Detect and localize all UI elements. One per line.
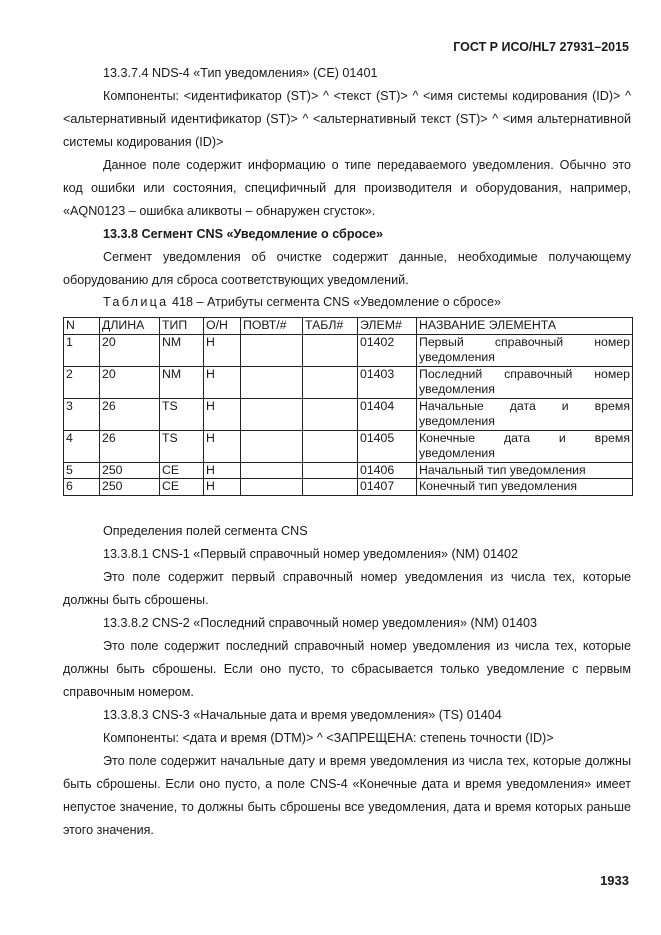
cell-table bbox=[303, 479, 358, 496]
table-row bbox=[64, 430, 633, 462]
cell-length: 250 bbox=[100, 462, 160, 479]
cell-n: 1 bbox=[64, 334, 100, 366]
table-caption bbox=[63, 291, 631, 314]
page-number: 1933 bbox=[600, 873, 629, 888]
cell-type: NM bbox=[160, 334, 204, 366]
cell-repeat bbox=[241, 430, 303, 462]
cell-optionality: Н bbox=[204, 479, 241, 496]
cns-attributes-table bbox=[63, 317, 633, 496]
table-caption-word: Таблица bbox=[103, 295, 169, 309]
table-row bbox=[64, 462, 633, 479]
cell-n: 3 bbox=[64, 398, 100, 430]
definitions-title: Определения полей сегмента CNS bbox=[103, 523, 308, 538]
cns3-heading: 13.3.8.3 CNS-3 «Начальные дата и время уведомления» (TS) 01404 bbox=[103, 707, 502, 722]
cell-length: 26 bbox=[100, 398, 160, 430]
col-header-type: ТИП bbox=[160, 318, 204, 335]
cns1-heading: 13.3.8.1 CNS-1 «Первый справочный номер уведомления» (NM) 01402 bbox=[103, 546, 519, 561]
page-content bbox=[63, 62, 631, 842]
col-header-element-name: НАЗВАНИЕ ЭЛЕМЕНТА bbox=[417, 318, 633, 335]
cell-repeat bbox=[241, 398, 303, 430]
nds4-heading: 13.3.7.4 NDS-4 «Тип уведомления» (CE) 01401 bbox=[103, 66, 378, 80]
col-header-optionality: О/Н bbox=[204, 318, 241, 335]
cell-length: 250 bbox=[100, 479, 160, 496]
table-header-row bbox=[64, 318, 633, 335]
cell-table bbox=[303, 334, 358, 366]
cell-repeat bbox=[241, 334, 303, 366]
col-header-element: ЭЛЕМ# bbox=[358, 318, 417, 335]
cell-element: 01404 bbox=[358, 398, 417, 430]
cell-length: 20 bbox=[100, 366, 160, 398]
cell-element-name: Конечные дата и время уведомления bbox=[417, 430, 633, 462]
cell-element-name: Начальный тип уведомления bbox=[417, 462, 633, 479]
cell-element: 01402 bbox=[358, 334, 417, 366]
cell-optionality: Н bbox=[204, 398, 241, 430]
cell-optionality: Н bbox=[204, 366, 241, 398]
table-row bbox=[64, 366, 633, 398]
col-header-table: ТАБЛ# bbox=[303, 318, 358, 335]
table-row bbox=[64, 334, 633, 366]
cns2-heading: 13.3.8.2 CNS-2 «Последний справочный номер уведомления» (NM) 01403 bbox=[103, 615, 537, 630]
cell-element-name: Последний справочный номер уведомления bbox=[417, 366, 633, 398]
cell-n: 5 bbox=[64, 462, 100, 479]
cell-type: CE bbox=[160, 479, 204, 496]
cell-n: 6 bbox=[64, 479, 100, 496]
cell-n: 2 bbox=[64, 366, 100, 398]
cell-repeat bbox=[241, 462, 303, 479]
standard-header: ГОСТ Р ИСО/HL7 27931–2015 bbox=[453, 40, 629, 54]
cell-element-name: Конечный тип уведомления bbox=[417, 479, 633, 496]
cell-optionality: Н bbox=[204, 462, 241, 479]
cell-table bbox=[303, 462, 358, 479]
cns2-text: Это поле содержит последний справочный номер уведомления из числа тех, которые должны быть сброшены. Если оно пусто, то сбрасывается только уведомление с первым справочным номером. bbox=[63, 638, 631, 699]
cell-n: 4 bbox=[64, 430, 100, 462]
cell-element: 01405 bbox=[358, 430, 417, 462]
cell-optionality: Н bbox=[204, 430, 241, 462]
cell-element: 01407 bbox=[358, 479, 417, 496]
cns3-text: Это поле содержит начальные дату и время уведомления из числа тех, которые должны быть сброшены. Если оно пусто, а поле CNS-4 «Конечные дата и время уведомления» имеет непустое значение, то должны быть сброшены все уведомления, дата и время которых раньше этого значения. bbox=[63, 753, 631, 837]
cell-table bbox=[303, 430, 358, 462]
col-header-length: ДЛИНА bbox=[100, 318, 160, 335]
cell-type: TS bbox=[160, 430, 204, 462]
cell-table bbox=[303, 366, 358, 398]
cell-element-name: Начальные дата и время уведомления bbox=[417, 398, 633, 430]
cns3-components: Компоненты: <дата и время (DTM)> ^ <ЗАПРЕЩЕНА: степень точности (ID)> bbox=[103, 730, 554, 745]
table-row bbox=[64, 398, 633, 430]
cell-table bbox=[303, 398, 358, 430]
table-caption-text: 418 – Атрибуты сегмента CNS «Уведомление о сбросе» bbox=[171, 295, 501, 309]
cell-element: 01406 bbox=[358, 462, 417, 479]
cell-repeat bbox=[241, 366, 303, 398]
cell-length: 26 bbox=[100, 430, 160, 462]
cns-segment-heading: 13.3.8 Сегмент CNS «Уведомление о сбросе» bbox=[103, 227, 384, 241]
cell-length: 20 bbox=[100, 334, 160, 366]
nds4-components: Компоненты: <идентификатор (ST)> ^ <текст (ST)> ^ <имя системы кодирования (ID)> ^ <альтернативный идентификатор (ST)> ^ <альтернативный текст (ST)> ^ <имя альтернативной системы кодирования (ID)> bbox=[63, 89, 631, 149]
cell-element-name: Первый справочный номер уведомления bbox=[417, 334, 633, 366]
cell-element: 01403 bbox=[358, 366, 417, 398]
nds4-text: Данное поле содержит информацию о типе передаваемого уведомления. Обычно это код ошибки или состояния, специфичный для производителя и оборудования, например, «AQN0123 – ошибка аликвоты – обнаружен сгусток». bbox=[63, 158, 631, 218]
cns1-text: Это поле содержит первый справочный номер уведомления из числа тех, которые должны быть сброшены. bbox=[63, 569, 631, 607]
cell-repeat bbox=[241, 479, 303, 496]
col-header-n: N bbox=[64, 318, 100, 335]
cell-type: TS bbox=[160, 398, 204, 430]
table-row bbox=[64, 479, 633, 496]
cell-type: NM bbox=[160, 366, 204, 398]
col-header-repeat: ПОВТ/# bbox=[241, 318, 303, 335]
cell-optionality: Н bbox=[204, 334, 241, 366]
cns-segment-text: Сегмент уведомления об очистке содержит данные, необходимые получающему оборудованию для сброса соответствующих уведомлений. bbox=[63, 250, 631, 287]
cell-type: CE bbox=[160, 462, 204, 479]
